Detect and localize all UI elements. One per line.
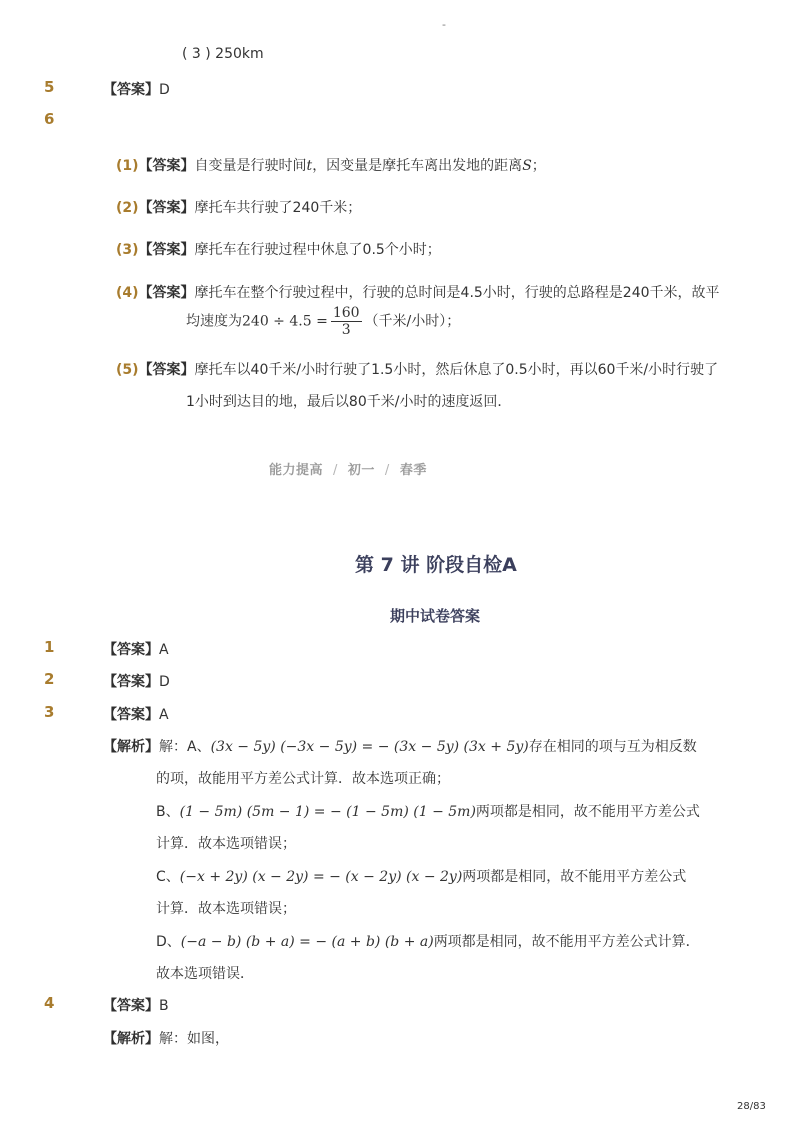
analysis-text: B、 — [156, 804, 180, 820]
answer-tag: 【答案】 — [103, 82, 159, 98]
part-text: 摩托车以40千米/小时行驶了1.5小时，然后休息了0.5小时，再以60千米/小时行驶了 — [194, 362, 719, 378]
q6-part-4 — [116, 282, 720, 302]
analysis-text: 存在相同的项与互为相反数 — [528, 739, 697, 755]
q6-part-1 — [116, 155, 546, 175]
page-number: 28/83 — [737, 1101, 766, 1112]
fraction-denominator: 3 — [341, 322, 351, 338]
answer-tag: 【答案】 — [138, 200, 195, 216]
answer-row-1 — [103, 639, 169, 659]
question-number-3: 3 — [44, 703, 55, 721]
crumb-course: 能力提高 — [269, 463, 324, 478]
header-dash: - — [442, 18, 446, 31]
answer-tag: 【答案】 — [138, 242, 195, 258]
analysis-text: D、 — [156, 934, 181, 950]
analysis-text: 解：A、 — [159, 739, 211, 755]
answer-row-2 — [103, 671, 170, 691]
math-expression: (−a − b) (b + a) = − (a + b) (b + a) — [180, 934, 434, 950]
answer-value: D — [159, 674, 170, 690]
analysis-line-d2: 故本选项错误． — [156, 966, 254, 982]
part-text: 自变量是行驶时间 — [194, 158, 307, 174]
part-text: ，因变量是摩托车离出发地的距离 — [312, 158, 523, 174]
crumb-separator: / — [384, 463, 390, 478]
part-text: 摩托车共行驶了240千米； — [194, 200, 362, 216]
part-text: 摩托车在行驶过程中休息了0.5个小时； — [194, 242, 441, 258]
analysis-text: 两项都是相同，故不能用平方差公式 — [475, 804, 700, 820]
fraction — [331, 305, 362, 338]
variable-t: t — [306, 158, 313, 174]
analysis-line-c2: 计算．故本选项错误； — [156, 901, 296, 917]
part-label: (1) — [116, 158, 139, 174]
fraction-numerator: 160 — [332, 305, 360, 321]
question-number-1: 1 — [44, 638, 55, 656]
part-label: (4) — [116, 285, 139, 301]
q6-part-5-line2: 1小时到达目的地，最后以80千米/小时的速度返回． — [186, 394, 512, 410]
analysis-text: 解：如图， — [159, 1031, 229, 1047]
analysis-line-a2: 的项，故能用平方差公式计算．故本选项正确； — [156, 771, 450, 787]
answer-tag: 【答案】 — [138, 158, 195, 174]
answer-value: A — [159, 642, 169, 658]
answer-tag: 【答案】 — [103, 707, 159, 723]
answer-row-3 — [103, 704, 169, 724]
crumb-season: 春季 — [399, 463, 427, 478]
crumb-grade: 初一 — [347, 463, 375, 478]
part-text: ； — [531, 158, 546, 174]
answer-tag: 【答案】 — [138, 285, 195, 301]
q6-part-5 — [116, 359, 718, 379]
answer-tag: 【答案】 — [138, 362, 195, 378]
answer-value: A — [159, 707, 169, 723]
part-text: 均速度为 — [186, 313, 242, 330]
math-expression: (3x − 5y) (−3x − 5y) = − (3x − 5y) (3x + 5y) — [210, 739, 529, 755]
question-number-6: 6 — [44, 110, 55, 128]
analysis-tag: 【解析】 — [103, 1031, 159, 1047]
question-number-2: 2 — [44, 670, 55, 688]
part-text: （千米/小时）； — [364, 313, 461, 330]
answer-value: B — [159, 998, 169, 1014]
math-expression: (−x + 2y) (x − 2y) = − (x − 2y) (x − 2y) — [179, 869, 463, 885]
part-text: 摩托车在整个行驶过程中，行驶的总时间是4.5小时，行驶的总路程是240千米，故平 — [194, 285, 720, 301]
answer-row-4 — [103, 995, 169, 1015]
previous-answer-line: ( 3 ) 250km — [182, 46, 264, 62]
answer-tag: 【答案】 — [103, 674, 159, 690]
analysis-text: 两项都是相同，故不能用平方差公式 — [462, 869, 687, 885]
variable-s: S — [522, 158, 532, 174]
analysis-line-b — [156, 801, 700, 821]
answer-tag: 【答案】 — [103, 998, 159, 1014]
math-expression: (1 − 5m) (5m − 1) = − (1 − 5m) (1 − 5m) — [179, 804, 476, 820]
footer-breadcrumb — [269, 459, 427, 478]
section-title: 期中试卷答案 — [390, 607, 481, 625]
analysis-tag: 【解析】 — [103, 739, 159, 755]
lecture-title: 第 7 讲 阶段自检A — [355, 554, 517, 576]
analysis-row-4 — [103, 1028, 229, 1048]
answer-value: D — [159, 82, 170, 98]
answer-row-5 — [103, 79, 170, 99]
analysis-text: 两项都是相同，故不能用平方差公式计算． — [433, 934, 700, 950]
analysis-line-a — [103, 736, 697, 756]
q6-part-3 — [116, 239, 441, 259]
q6-part-4-line2 — [186, 305, 460, 338]
part-label: (3) — [116, 242, 139, 258]
part-label: (2) — [116, 200, 139, 216]
analysis-line-c — [156, 866, 686, 886]
analysis-line-d — [156, 931, 700, 951]
analysis-line-b2: 计算．故本选项错误； — [156, 836, 296, 852]
question-number-5: 5 — [44, 78, 55, 96]
analysis-text: C、 — [156, 869, 180, 885]
division-expression: 240 ÷ 4.5 = — [242, 313, 328, 330]
q6-part-2 — [116, 197, 361, 217]
crumb-separator: / — [333, 463, 338, 478]
question-number-4: 4 — [44, 994, 55, 1012]
answer-tag: 【答案】 — [103, 642, 159, 658]
part-label: (5) — [116, 362, 139, 378]
